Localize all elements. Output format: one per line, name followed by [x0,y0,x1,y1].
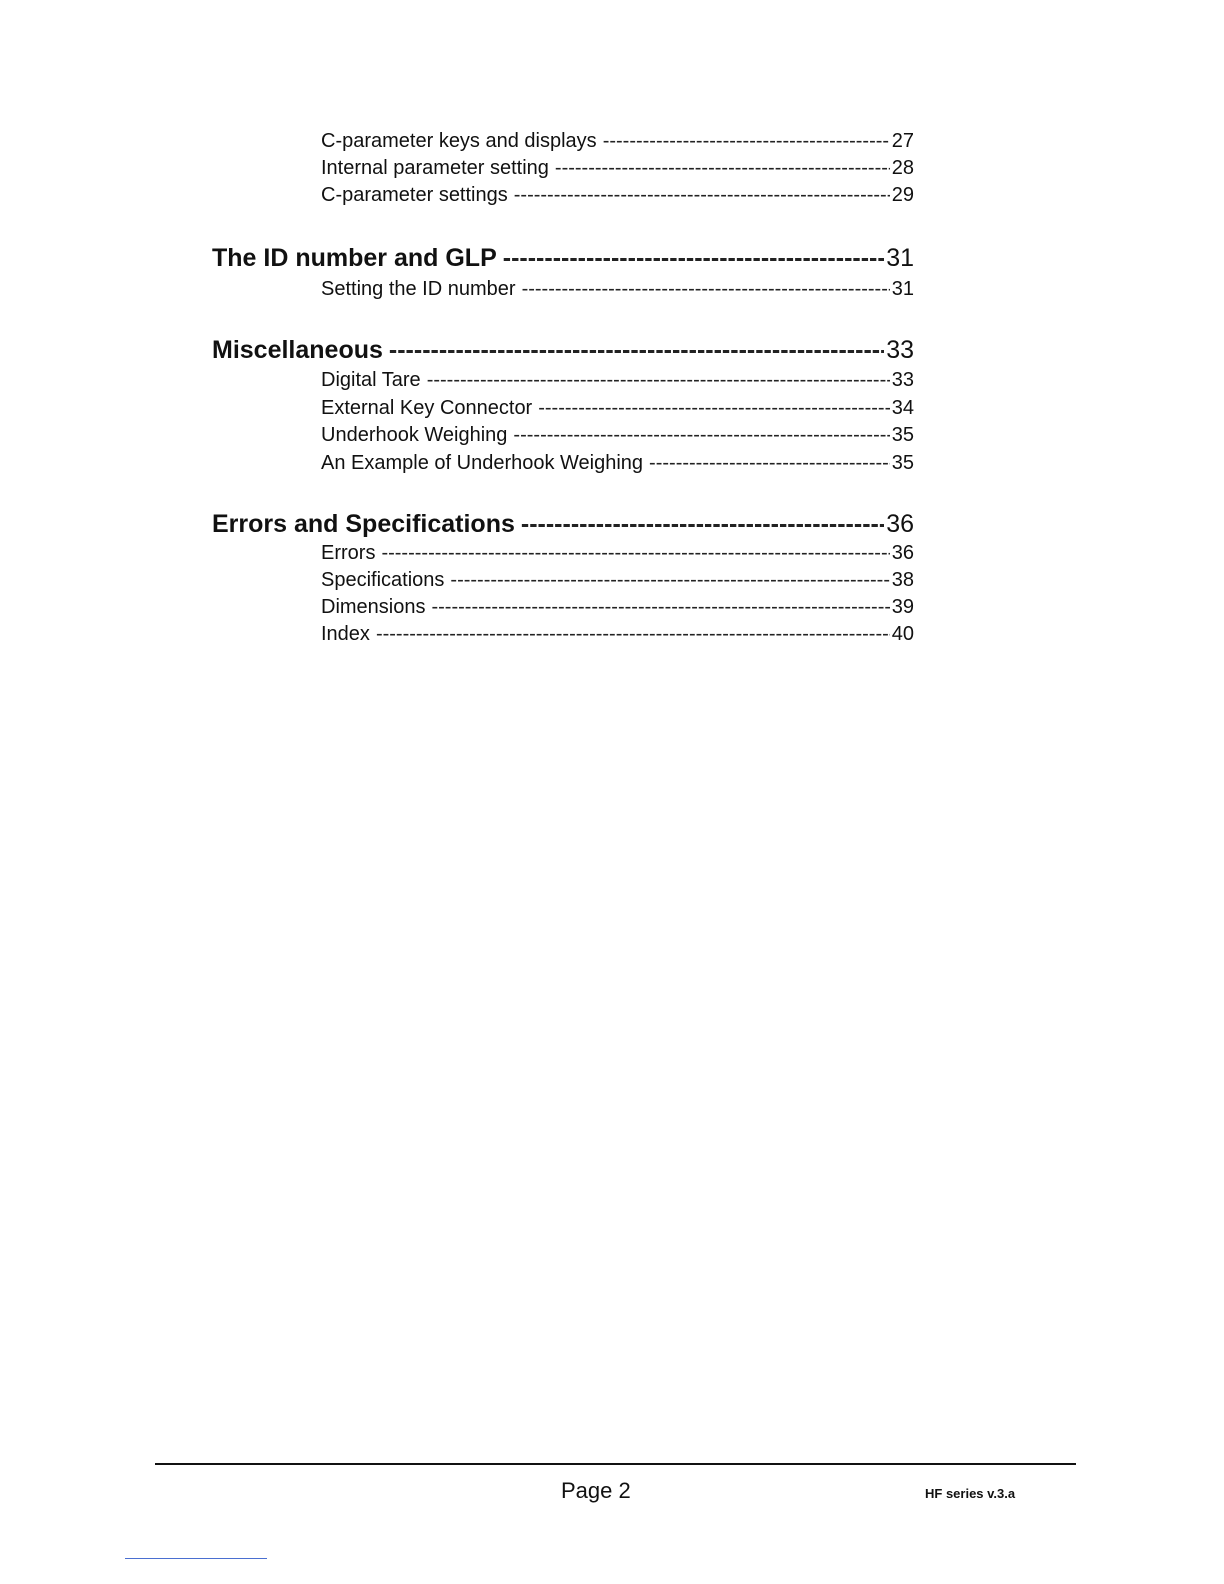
toc-entry-page: 35 [891,424,914,446]
toc-entry[interactable] [321,422,914,448]
toc-section-label: The ID number and GLP [212,244,497,272]
toc-leader [522,276,890,302]
toc-entry-page: 28 [891,157,914,179]
toc-entry-page: 35 [891,452,914,474]
toc-leader [514,182,890,208]
scan-artifact-line [125,1558,267,1559]
toc-entry-label: C-parameter keys and displays [321,130,597,152]
toc-entry[interactable] [321,276,914,302]
toc-section-label: Errors and Specifications [212,510,515,538]
toc-section-heading[interactable] [212,334,914,366]
toc-entry-page: 27 [891,130,914,152]
toc-entry-page: 31 [891,278,914,300]
toc-entry[interactable] [321,567,914,593]
toc-entry[interactable] [321,540,914,566]
toc-section-page: 36 [886,510,914,538]
page-number: Page 2 [561,1478,631,1503]
toc-entry-label: C-parameter settings [321,184,508,206]
toc-leader [503,242,884,274]
toc-entry-label: Index [321,623,370,645]
toc-entry-label: Dimensions [321,596,426,618]
toc-entry-page: 29 [891,184,914,206]
toc-leader [603,128,890,154]
toc-section-page: 33 [886,336,914,364]
toc-entry-label: Specifications [321,569,445,591]
toc-leader [427,367,890,393]
toc-section-page: 31 [886,244,914,272]
toc-section-heading[interactable] [212,508,914,540]
toc-entry-page: 40 [891,623,914,645]
toc-entry-page: 36 [891,542,914,564]
toc-entry-page: 33 [891,369,914,391]
toc-entry[interactable] [321,155,914,181]
toc-entry-label: External Key Connector [321,397,533,419]
toc-entry-label: Setting the ID number [321,278,516,300]
document-version: HF series v.3.a [925,1486,1016,1501]
toc-entry-label: An Example of Underhook Weighing [321,452,644,474]
toc-leader [376,621,890,647]
toc-leader [521,508,884,540]
toc-leader [389,334,884,366]
toc-leader [450,567,889,593]
toc-entry[interactable] [321,367,914,393]
toc-leader [649,450,890,476]
toc-entry-page: 38 [891,569,914,591]
toc-entry-label: Errors [321,542,376,564]
toc-entry[interactable] [321,128,914,154]
toc-leader [381,540,889,566]
toc-entry-label: Internal parameter setting [321,157,549,179]
toc-section-label: Miscellaneous [212,336,383,364]
toc-section-heading[interactable] [212,242,914,274]
toc-entry-label: Digital Tare [321,369,421,391]
toc-entry[interactable] [321,621,914,647]
toc-entry[interactable] [321,450,914,476]
toc-leader [555,155,890,181]
toc-leader [538,395,890,421]
toc-entry[interactable] [321,395,914,421]
toc-leader [513,422,889,448]
toc-entry-page: 39 [891,596,914,618]
toc-entry-label: Underhook Weighing [321,424,508,446]
toc-entry-page: 34 [891,397,914,419]
toc-entry[interactable] [321,594,914,620]
toc-leader [431,594,889,620]
footer-divider [155,1463,1076,1465]
toc-entry[interactable] [321,182,914,208]
